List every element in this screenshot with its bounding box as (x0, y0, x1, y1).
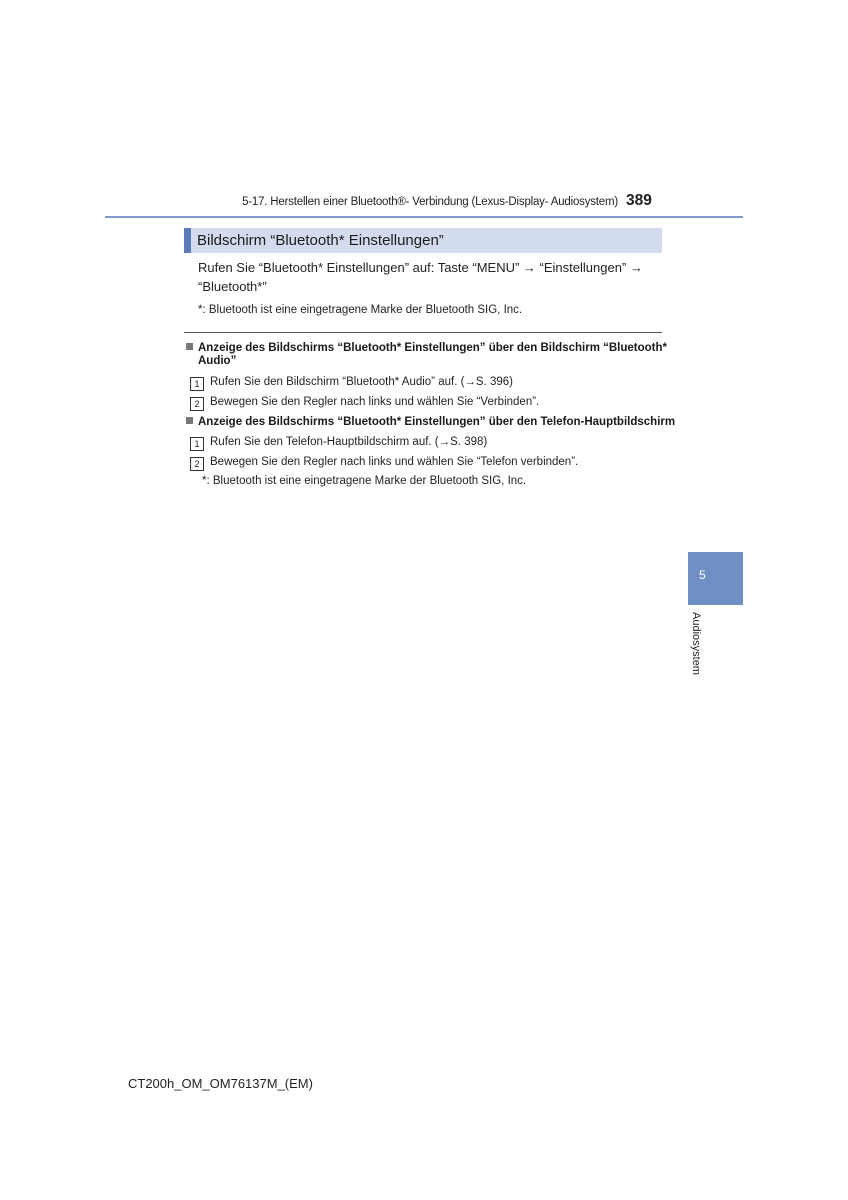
step-text: Rufen Sie den Bildschirm “Bluetooth* Audio” auf. (→S. 396) (210, 376, 513, 388)
intro-line-1: Rufen Sie “Bluetooth* Einstellungen” auf: Taste “MENU” → “Einstellungen” → (198, 260, 643, 275)
step-text: Rufen Sie den Telefon-Hauptbildschirm auf. (→S. 398) (210, 436, 488, 448)
subsection-title-2-line1: Anzeige des Bildschirms “Bluetooth* Einstellungen” über den Telefon-Hauptbildschirm (198, 416, 676, 428)
intro-line-2: “Bluetooth*” (198, 279, 267, 294)
square-bullet-icon (186, 343, 193, 350)
running-header: 5-17. Herstellen einer Bluetooth®- Verbindung (Lexus-Display- Audiosystem) (242, 196, 618, 208)
section-heading-text: Bildschirm “Bluetooth* Einstellungen” (197, 232, 444, 249)
trademark-footnote-2: *: Bluetooth ist eine eingetragene Marke der Bluetooth SIG, Inc. (202, 475, 527, 487)
trademark-footnote: *: Bluetooth ist eine eingetragene Marke der Bluetooth SIG, Inc. (198, 304, 523, 316)
step-text: Bewegen Sie den Regler nach links und wählen Sie “Telefon verbinden”. (210, 456, 579, 468)
chapter-label: Audiosystem (690, 612, 702, 675)
chapter-number: 5 (699, 568, 706, 582)
section-heading (184, 228, 662, 253)
subsection-title-1-line1: Anzeige des Bildschirms “Bluetooth* Einstellungen” über den Bildschirm “Bluetooth* (198, 342, 667, 354)
section-divider (184, 332, 662, 333)
step-number-badge: 2 (190, 457, 204, 471)
step-number-badge: 1 (190, 437, 204, 451)
page-number: 389 (626, 192, 652, 209)
step-text: Bewegen Sie den Regler nach links und wählen Sie “Verbinden”. (210, 396, 540, 408)
subsection-title-2 (186, 416, 675, 428)
footer-code: CT200h_OM_OM76137M_(EM) (128, 1076, 313, 1091)
step-number-badge: 1 (190, 377, 204, 391)
header-rule (105, 216, 743, 218)
chapter-tab (688, 552, 743, 605)
subsection-title-1 (186, 342, 667, 354)
subsection-title-1-line2: Audio” (198, 355, 237, 367)
square-bullet-icon (186, 417, 193, 424)
step-number-badge: 2 (190, 397, 204, 411)
